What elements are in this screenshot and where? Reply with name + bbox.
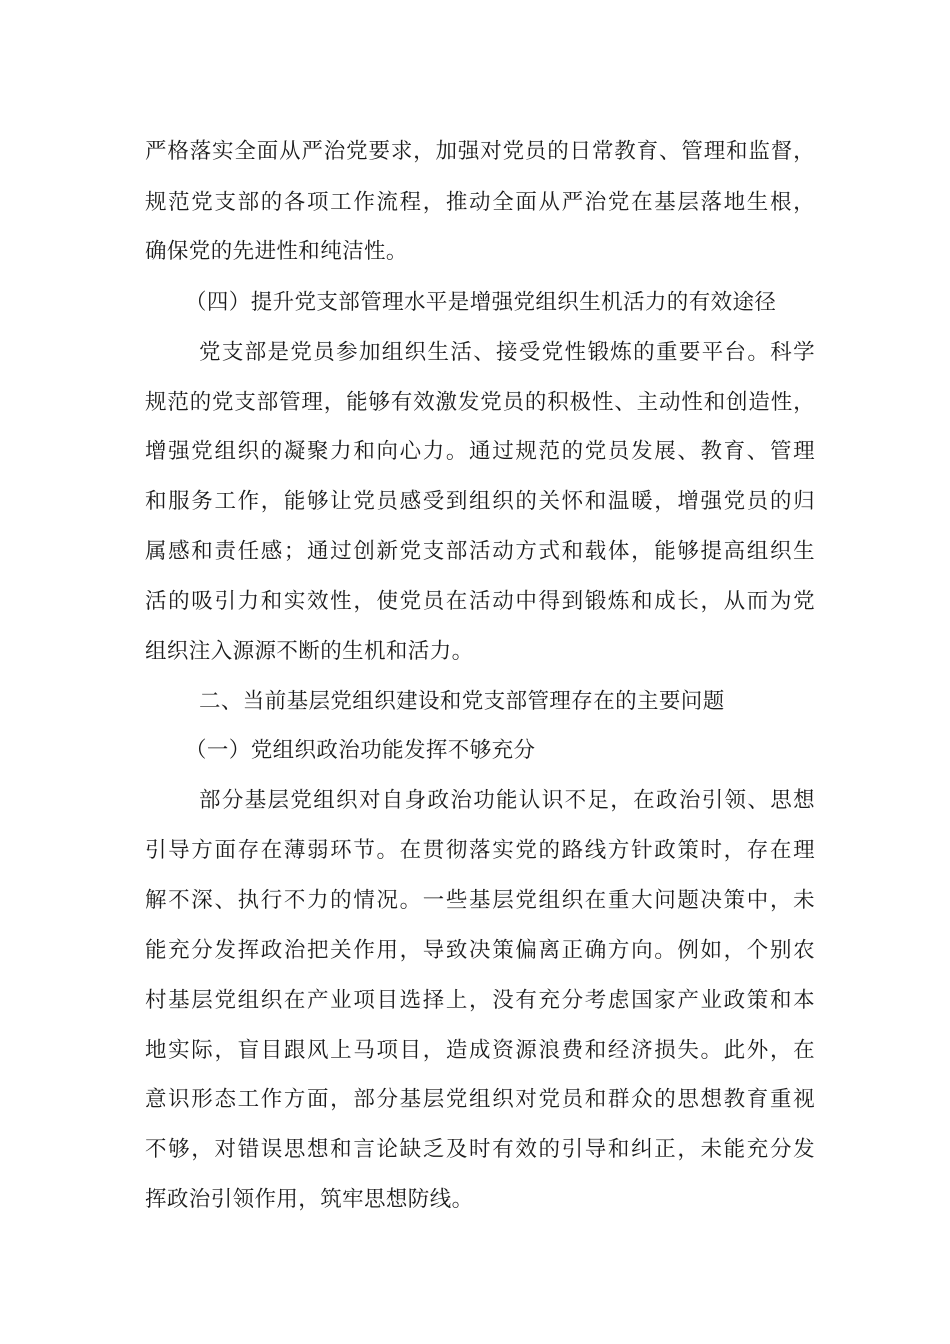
paragraph-line: 不够，对错误思想和言论缺乏及时有效的引导和纠正，未能充分发	[145, 1137, 815, 1162]
paragraph-line: 属感和责任感；通过创新党支部活动方式和载体，能够提高组织生	[145, 539, 815, 564]
paragraph-line: 规范的党支部管理，能够有效激发党员的积极性、主动性和创造性，	[145, 390, 815, 415]
paragraph-line: 地实际，盲目跟风上马项目，造成资源浪费和经济损失。此外，在	[145, 1038, 815, 1063]
paragraph-line: 挥政治引领作用，筑牢思想防线。	[145, 1187, 474, 1212]
paragraph-line: 组织注入源源不断的生机和活力。	[145, 639, 474, 664]
paragraph-line: 部分基层党组织对自身政治功能认识不足，在政治引领、思想	[199, 788, 815, 813]
paragraph-line: 活的吸引力和实效性，使党员在活动中得到锻炼和成长，从而为党	[145, 589, 815, 614]
paragraph-line: 增强党组织的凝聚力和向心力。通过规范的党员发展、教育、管理	[145, 439, 815, 464]
chapter-heading: 二、当前基层党组织建设和党支部管理存在的主要问题	[199, 689, 725, 714]
paragraph-line: 规范党支部的各项工作流程，推动全面从严治党在基层落地生根，	[145, 190, 815, 215]
paragraph-line: 引导方面存在薄弱环节。在贯彻落实党的路线方针政策时，存在理	[145, 838, 815, 863]
paragraph-line: 村基层党组织在产业项目选择上，没有充分考虑国家产业政策和本	[145, 988, 815, 1013]
paragraph-line: 党支部是党员参加组织生活、接受党性锻炼的重要平台。科学	[199, 340, 815, 365]
paragraph-line: 和服务工作，能够让党员感受到组织的关怀和温暖，增强党员的归	[145, 489, 815, 514]
paragraph-line: 严格落实全面从严治党要求，加强对党员的日常教育、管理和监督，	[145, 139, 815, 164]
section-heading: （四）提升党支部管理水平是增强党组织生机活力的有效途径	[185, 290, 777, 315]
paragraph-line: 意识形态工作方面，部分基层党组织对党员和群众的思想教育重视	[145, 1087, 815, 1112]
paragraph-line: 确保党的先进性和纯洁性。	[145, 239, 408, 264]
paragraph-line: 能充分发挥政治把关作用，导致决策偏离正确方向。例如，个别农	[145, 938, 815, 963]
section-heading: （一）党组织政治功能发挥不够充分	[185, 738, 536, 763]
paragraph-line: 解不深、执行不力的情况。一些基层党组织在重大问题决策中，未	[145, 888, 815, 913]
